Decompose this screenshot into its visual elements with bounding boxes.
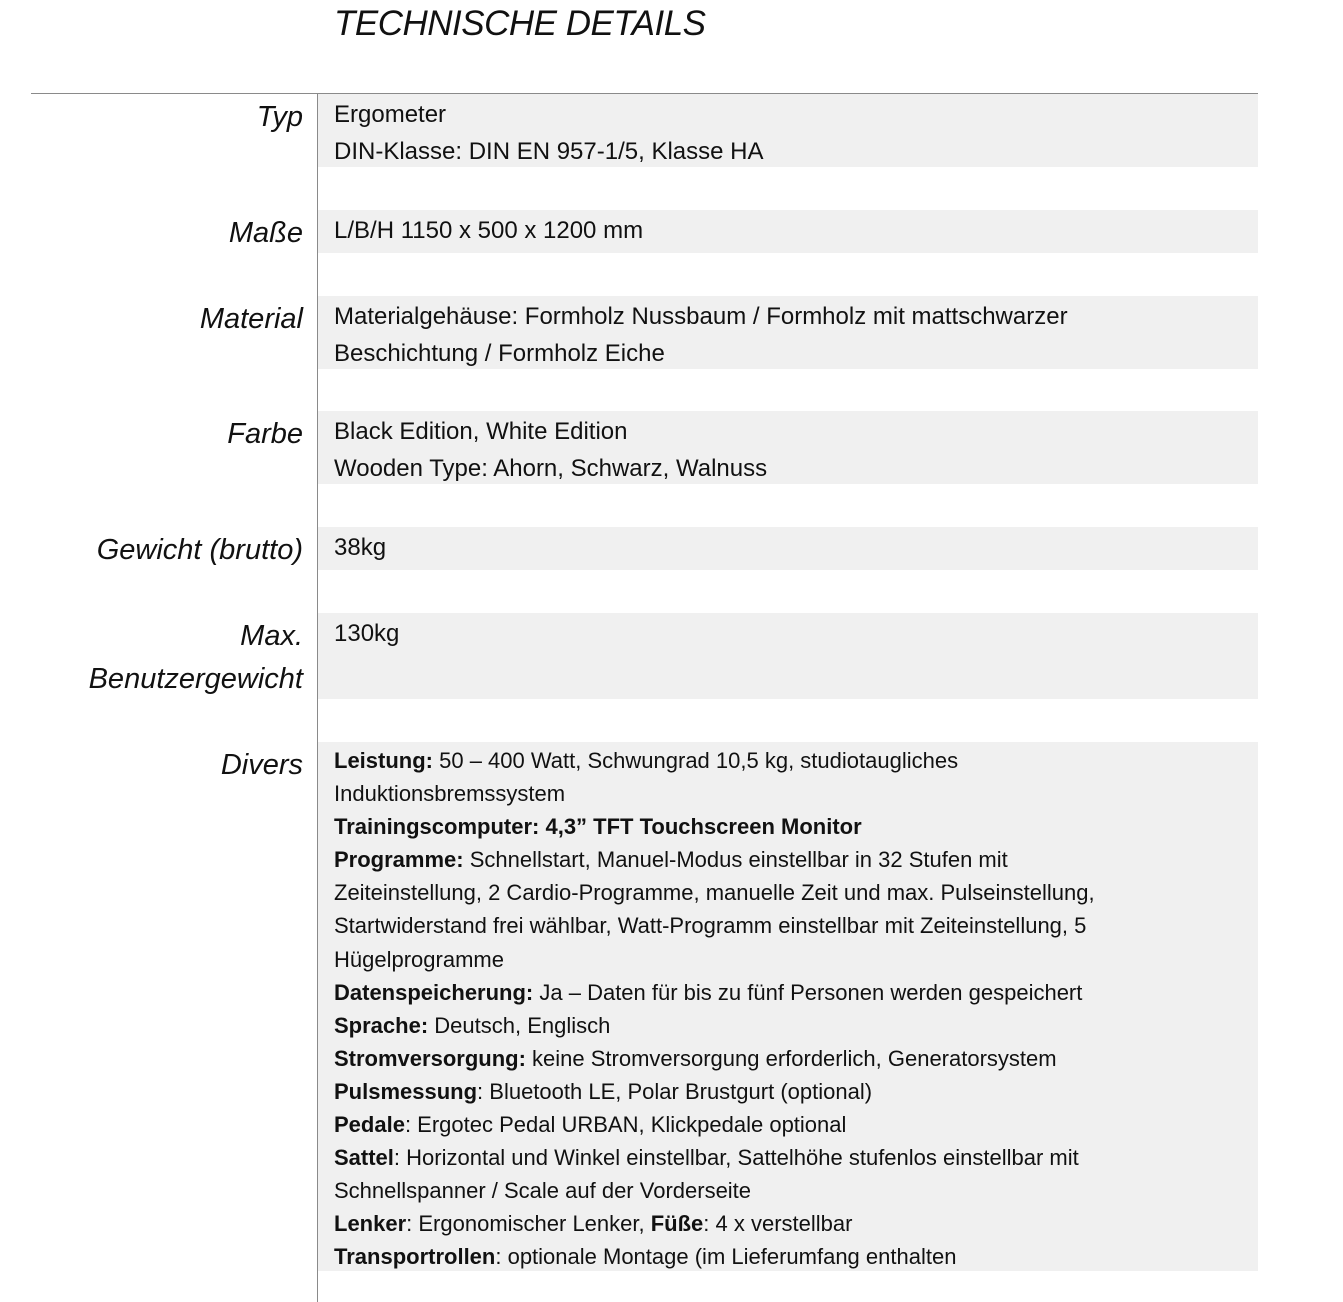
value-gewicht-line: 38kg [334, 534, 387, 561]
divers-trainingscomputer: Trainingscomputer: 4,3” TFT Touchscreen Monitor [334, 814, 862, 840]
divers-datenspeicherung: Datenspeicherung: Ja – Daten für bis zu fünf Personen werden gespeichert [334, 979, 1083, 1005]
label-farbe: Farbe [227, 418, 303, 450]
divers-transportrollen: Transportrollen: optionale Montage (im Lieferumfang enthalten [334, 1244, 957, 1270]
divers-programme-cont: Startwiderstand frei wählbar, Watt-Programm einstellbar mit Zeiteinstellung, 5 [334, 913, 1087, 939]
label-max-line: Max. [240, 620, 303, 652]
value-farbe-line: Black Edition, White Edition [334, 418, 628, 445]
value-typ-line: Ergometer [334, 101, 447, 128]
divers-programme-cont: Hügelprogramme [334, 946, 504, 972]
value-max-benutzergewicht [318, 613, 1258, 699]
divers-sattel-cont: Schnellspanner / Scale auf der Vorderseite [334, 1178, 752, 1204]
value-typ [318, 94, 1258, 167]
value-farbe [318, 411, 1258, 484]
value-material-line: Beschichtung / Formholz Eiche [334, 340, 665, 367]
label-max-line: Benutzergewicht [88, 663, 303, 695]
divers-lenker: Lenker: Ergonomischer Lenker, Füße: 4 x verstellbar [334, 1211, 853, 1237]
divers-sprache: Sprache: Deutsch, Englisch [334, 1012, 611, 1038]
value-masse-line: L/B/H 1150 x 500 x 1200 mm [334, 217, 644, 244]
divers-sattel: Sattel: Horizontal und Winkel einstellbar, Sattelhöhe stufenlos einstellbar mit [334, 1145, 1079, 1171]
divers-stromversorgung: Stromversorgung: keine Stromversorgung erforderlich, Generatorsystem [334, 1045, 1057, 1071]
value-gewicht [318, 527, 1258, 570]
divers-pedale: Pedale: Ergotec Pedal URBAN, Klickpedale optional [334, 1112, 847, 1138]
page-title: TECHNISCHE DETAILS [334, 4, 706, 43]
divers-pulsmessung: Pulsmessung: Bluetooth LE, Polar Brustgurt (optional) [334, 1078, 873, 1104]
label-typ: Typ [256, 101, 303, 133]
value-material-line: Materialgehäuse: Formholz Nussbaum / Formholz mit mattschwarzer [334, 303, 1068, 330]
divers-leistung: Leistung: 50 – 400 Watt, Schwungrad 10,5 kg, studiotaugliches [334, 748, 959, 773]
divers-leistung-cont: Induktionsbremssystem [334, 781, 566, 807]
label-max-benutzergewicht [89, 615, 303, 701]
value-divers [318, 742, 1258, 1271]
label-gewicht: Gewicht (brutto) [96, 534, 303, 566]
value-farbe-line: Wooden Type: Ahorn, Schwarz, Walnuss [334, 455, 768, 482]
label-masse: Maße [228, 217, 303, 249]
value-max-line: 130kg [334, 620, 400, 647]
value-masse [318, 210, 1258, 253]
value-material [318, 296, 1258, 369]
label-material: Material [199, 303, 303, 335]
divers-programme: Programme: Schnellstart, Manuel-Modus einstellbar in 32 Stufen mit [334, 847, 1008, 873]
value-typ-line: DIN-Klasse: DIN EN 957-1/5, Klasse HA [334, 138, 764, 165]
divers-programme-cont: Zeiteinstellung, 2 Cardio-Programme, manuelle Zeit und max. Pulseinstellung, [334, 880, 1095, 906]
label-divers: Divers [220, 749, 303, 781]
